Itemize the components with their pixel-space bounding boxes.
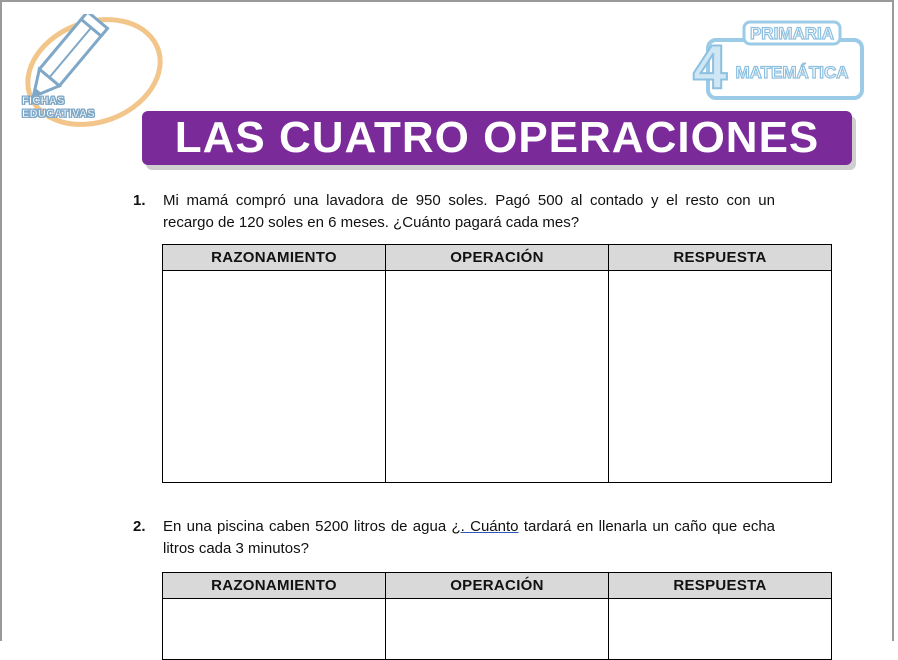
answer-cell-razonamiento[interactable] [163, 271, 386, 483]
spelling-underline: ¿. Cuánto [451, 518, 519, 535]
badge-subject: MATEMÁTICA [735, 63, 849, 82]
table-row [163, 599, 832, 660]
title-banner [142, 111, 852, 165]
header-respuesta: RESPUESTA [609, 245, 832, 271]
logo-line-2: EDUCATIVAS [22, 108, 95, 120]
answer-cell-respuesta[interactable] [609, 271, 832, 483]
question-1 [133, 190, 783, 234]
question-number: 2. [133, 518, 146, 535]
question-line-2: recargo de 120 soles en 6 meses. ¿Cuánto pagará cada mes? [163, 214, 580, 231]
question-text [163, 516, 775, 560]
table-header-row [163, 573, 832, 599]
header-razonamiento: RAZONAMIENTO [163, 245, 386, 271]
badge-level: PRIMARIA [749, 24, 835, 43]
question-text [163, 190, 775, 234]
question-line-1-part-b: tardará en llenarla un caño que echa [518, 518, 776, 535]
logo-text [22, 95, 95, 121]
logo-line-1: FICHAS [22, 95, 65, 107]
question-line-1: Mi mamá compró una lavadora de 950 soles. Pagó 500 al contado y el resto con un [163, 192, 775, 209]
header-operacion: OPERACIÓN [386, 573, 609, 599]
table-header-row [163, 245, 832, 271]
question-line-2: litros cada 3 minutos? [163, 540, 309, 557]
question-line-1 [163, 516, 775, 538]
answer-cell-operacion[interactable] [386, 599, 609, 660]
badge-grade: 4 [692, 33, 728, 102]
answer-cell-operacion[interactable] [386, 271, 609, 483]
question-line-1-part-a: En una piscina caben 5200 litros de agua [163, 518, 452, 535]
primaria-matematica-badge [688, 18, 868, 104]
page-title: LAS CUATRO OPERACIONES [174, 113, 820, 162]
header-operacion: OPERACIÓN [386, 245, 609, 271]
question-2 [133, 516, 783, 560]
answer-cell-respuesta[interactable] [609, 599, 832, 660]
answer-table-1 [162, 244, 832, 483]
header-razonamiento: RAZONAMIENTO [163, 573, 386, 599]
table-row [163, 271, 832, 483]
answer-table-2 [162, 572, 832, 660]
question-number: 1. [133, 192, 146, 209]
header-respuesta: RESPUESTA [609, 573, 832, 599]
answer-cell-razonamiento[interactable] [163, 599, 386, 660]
